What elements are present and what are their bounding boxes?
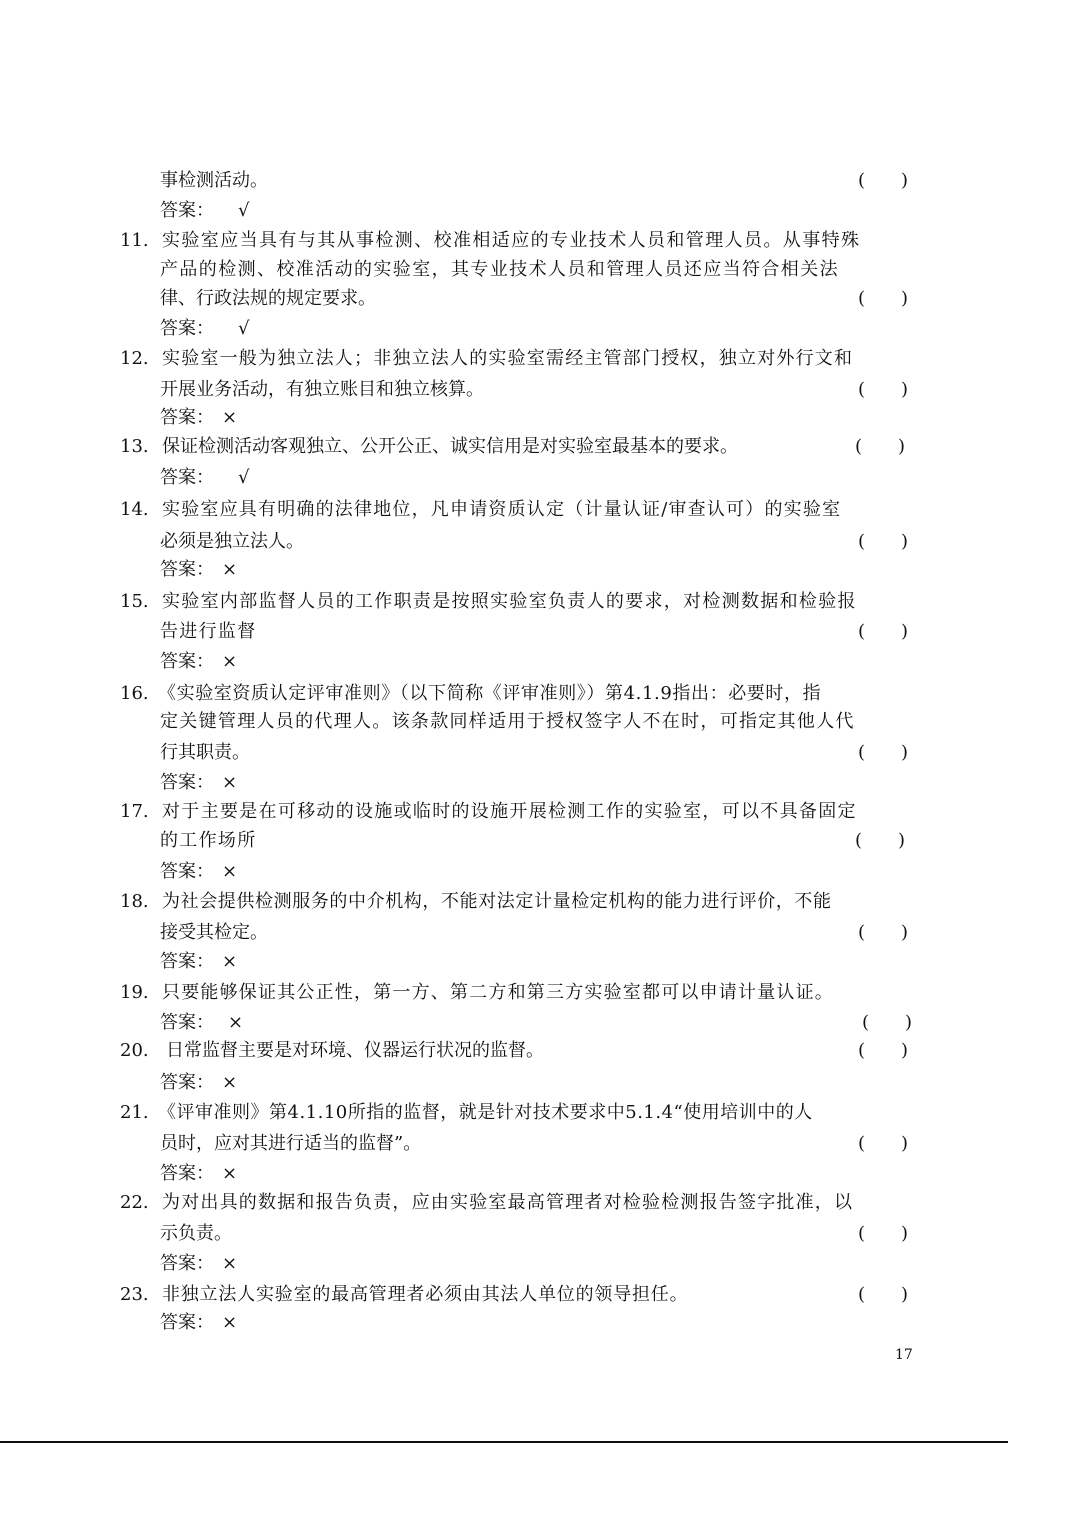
question-text-line: 律、行政法规的规定要求。 xyxy=(160,288,376,309)
question-number: 15. xyxy=(120,591,149,612)
page-number: 17 xyxy=(895,1347,913,1363)
question-text-line: 对于主要是在可移动的设施或临时的设施开展检测工作的实验室，可以不具备固定 xyxy=(162,801,857,822)
question-text-line: 员时，应对其进行适当的监督”。 xyxy=(160,1133,422,1154)
answer-label: 答案： xyxy=(160,1012,214,1033)
answer-label: 答案： xyxy=(160,1312,214,1333)
question-text-line: 事检测活动。 xyxy=(160,170,268,191)
question-text-line: 的工作场所 xyxy=(160,830,257,851)
question-text-line: 《实验室资质认定评审准则》（以下简称《评审准则》）第4.1.9指出：必要时，指 xyxy=(158,683,822,704)
question-number: 13. xyxy=(120,436,149,457)
answer-blank: ( ) xyxy=(858,1133,909,1154)
answer-mark: √ xyxy=(238,200,250,221)
answer-label: 答案： xyxy=(160,407,214,428)
question-text-line: 为对出具的数据和报告负责，应由实验室最高管理者对检验检测报告签字批准，以 xyxy=(162,1192,854,1213)
answer-label: 答案： xyxy=(160,772,214,793)
answer-blank: ( ) xyxy=(858,922,909,943)
question-text-line: 接受其检定。 xyxy=(160,922,268,943)
answer-blank: ( ) xyxy=(858,170,909,191)
answer-label: 答案： xyxy=(160,318,214,339)
question-number: 21. xyxy=(120,1102,149,1123)
answer-mark: × xyxy=(222,407,238,428)
answer-mark: × xyxy=(222,861,238,882)
answer-mark: √ xyxy=(238,467,250,488)
question-number: 17. xyxy=(120,801,149,822)
question-number: 22. xyxy=(120,1192,149,1213)
answer-label: 答案： xyxy=(160,1163,214,1184)
question-text-line: 实验室应具有明确的法律地位，凡申请资质认定（计量认证/审查认可）的实验室 xyxy=(162,499,842,520)
answer-label: 答案： xyxy=(160,861,214,882)
question-text-line: 开展业务活动，有独立账目和独立核算。 xyxy=(160,379,484,400)
answer-blank: ( ) xyxy=(858,1284,909,1305)
answer-blank: ( ) xyxy=(855,830,906,851)
answer-label: 答案： xyxy=(160,467,214,488)
answer-mark: × xyxy=(222,951,238,972)
answer-label: 答案： xyxy=(160,200,214,221)
footer-rule xyxy=(0,1441,1008,1443)
answer-mark: × xyxy=(222,1072,238,1093)
answer-blank: ( ) xyxy=(858,1040,909,1061)
question-text-line: 《评审准则》第4.1.10所指的监督，就是针对技术要求中5.1.4“使用培训中的人 xyxy=(158,1102,813,1123)
answer-mark: × xyxy=(222,1163,238,1184)
question-number: 12. xyxy=(120,348,149,369)
question-text-line: 保证检测活动客观独立、公开公正、诚实信用是对实验室最基本的要求。 xyxy=(162,436,738,457)
question-number: 20. xyxy=(120,1040,149,1061)
answer-blank: ( ) xyxy=(858,288,909,309)
answer-mark: × xyxy=(222,1253,238,1274)
answer-blank: ( ) xyxy=(862,1012,913,1033)
answer-mark: × xyxy=(228,1012,244,1033)
answer-mark: × xyxy=(222,772,238,793)
question-number: 16. xyxy=(120,683,149,704)
question-text-line: 产品的检测、校准活动的实验室，其专业技术人员和管理人员还应当符合相关法 xyxy=(160,259,839,280)
answer-blank: ( ) xyxy=(858,1223,909,1244)
answer-blank: ( ) xyxy=(858,379,909,400)
question-text-line: 定关键管理人员的代理人。该条款同样适用于授权签字人不在时，可指定其他人代 xyxy=(160,711,855,732)
question-text-line: 日常监督主要是对环境、仪器运行状况的监督。 xyxy=(166,1040,544,1061)
answer-label: 答案： xyxy=(160,559,214,580)
answer-label: 答案： xyxy=(160,1072,214,1093)
question-text-line: 行其职责。 xyxy=(160,742,250,763)
answer-mark: √ xyxy=(238,318,250,339)
answer-mark: × xyxy=(222,651,238,672)
answer-mark: × xyxy=(222,559,238,580)
question-text-line: 只要能够保证其公正性，第一方、第二方和第三方实验室都可以申请计量认证。 xyxy=(162,982,834,1003)
question-text-line: 告进行监督 xyxy=(160,621,257,642)
answer-blank: ( ) xyxy=(858,742,909,763)
question-number: 18. xyxy=(120,891,149,912)
question-text-line: 实验室一般为独立法人；非独立法人的实验室需经主管部门授权，独立对外行文和 xyxy=(162,348,854,369)
answer-mark: × xyxy=(222,1312,238,1333)
question-number: 11. xyxy=(120,230,149,251)
question-text-line: 为社会提供检测服务的中介机构，不能对法定计量检定机构的能力进行评价，不能 xyxy=(162,891,832,912)
answer-label: 答案： xyxy=(160,651,214,672)
question-text-line: 非独立法人实验室的最高管理者必须由其法人单位的领导担任。 xyxy=(162,1284,689,1305)
answer-label: 答案： xyxy=(160,1253,214,1274)
answer-blank: ( ) xyxy=(858,621,909,642)
question-text-line: 必须是独立法人。 xyxy=(160,531,304,552)
question-text-line: 实验室应当具有与其从事检测、校准相适应的专业技术人员和管理人员。从事特殊 xyxy=(162,230,861,251)
question-text-line: 示负责。 xyxy=(160,1223,232,1244)
answer-label: 答案： xyxy=(160,951,214,972)
answer-blank: ( ) xyxy=(855,436,906,457)
question-number: 14. xyxy=(120,499,149,520)
question-number: 23. xyxy=(120,1284,149,1305)
question-text-line: 实验室内部监督人员的工作职责是按照实验室负责人的要求，对检测数据和检验报 xyxy=(162,591,857,612)
question-number: 19. xyxy=(120,982,149,1003)
answer-blank: ( ) xyxy=(858,531,909,552)
